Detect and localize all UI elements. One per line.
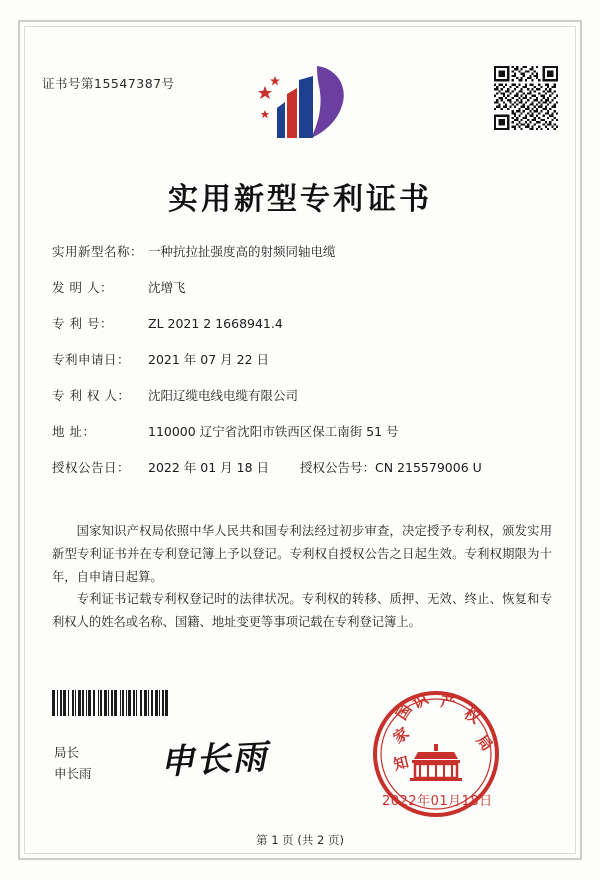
field-grant-row xyxy=(52,458,552,494)
svg-text:国: 国 xyxy=(392,700,416,724)
field-grant-publication-number xyxy=(300,458,482,476)
cnipa-emblem-icon xyxy=(255,62,351,144)
field-label: 授权公告日： xyxy=(52,460,131,475)
director-name-label: 申长雨 xyxy=(54,766,92,781)
svg-text:权: 权 xyxy=(460,704,484,728)
field-value: 一种抗拉扯强度高的射频同轴电缆 xyxy=(148,244,336,259)
handwritten-signature: 申长雨 xyxy=(159,737,270,783)
page-title: 实用新型专利证书 xyxy=(168,182,432,217)
field-patent-number xyxy=(52,314,552,350)
svg-text:产: 产 xyxy=(439,692,457,713)
field-label: 专 利 号： xyxy=(52,316,113,331)
field-value: 2021 年 07 月 22 日 xyxy=(148,352,269,367)
field-value: 110000 辽宁省沈阳市铁西区保工南街 51 号 xyxy=(148,424,399,439)
field-label: 专利申请日： xyxy=(52,352,131,367)
field-label: 授权公告号： xyxy=(300,460,376,475)
svg-text:家: 家 xyxy=(389,723,413,748)
legal-paragraph-1: 国家知识产权局依照中华人民共和国专利法经过初步审查，决定授予专利权，颁发实用新型专利证书并在专利登记簿上予以登记。专利权自授权公告之日起生效。专利权期限为十年，自申请日起算。 xyxy=(52,524,552,584)
field-label: 地 址： xyxy=(52,424,96,439)
fields-list xyxy=(52,242,552,494)
barcode-icon xyxy=(52,690,220,716)
field-inventor xyxy=(52,278,552,314)
certificate-number: 证书号第15547387号 xyxy=(42,76,175,91)
field-value: 沈增飞 xyxy=(148,280,186,295)
field-value: 沈阳辽缆电线电缆有限公司 xyxy=(148,388,299,403)
svg-text:知: 知 xyxy=(391,752,411,774)
director-title-label: 局长 xyxy=(54,745,80,760)
field-patentee xyxy=(52,386,552,422)
signature-block xyxy=(54,742,92,784)
field-utility-model-name xyxy=(52,242,552,278)
field-label: 发 明 人： xyxy=(52,280,113,295)
field-label: 专 利 权 人： xyxy=(52,388,131,403)
qr-code-icon xyxy=(494,66,558,130)
svg-text:识: 识 xyxy=(409,689,432,713)
field-value: 2022 年 01 月 18 日 xyxy=(148,460,269,475)
field-address xyxy=(52,422,552,458)
page-footer: 第 1 页 (共 2 页) xyxy=(256,833,344,847)
field-label: 实用新型名称： xyxy=(52,244,144,259)
field-value: CN 215579006 U xyxy=(375,460,482,475)
field-application-date xyxy=(52,350,552,386)
legal-paragraph-2: 专利证书记载专利权登记时的法律状况。专利权的转移、质押、无效、终止、恢复和专利权人的姓名或名称、国籍、地址变更等事项记载在专利登记簿上。 xyxy=(52,592,552,629)
svg-text:局: 局 xyxy=(472,731,497,755)
field-grant-date xyxy=(52,458,269,476)
seal-date: 2022年01月18日 xyxy=(382,794,493,809)
field-value: ZL 2021 2 1668941.4 xyxy=(148,316,283,331)
